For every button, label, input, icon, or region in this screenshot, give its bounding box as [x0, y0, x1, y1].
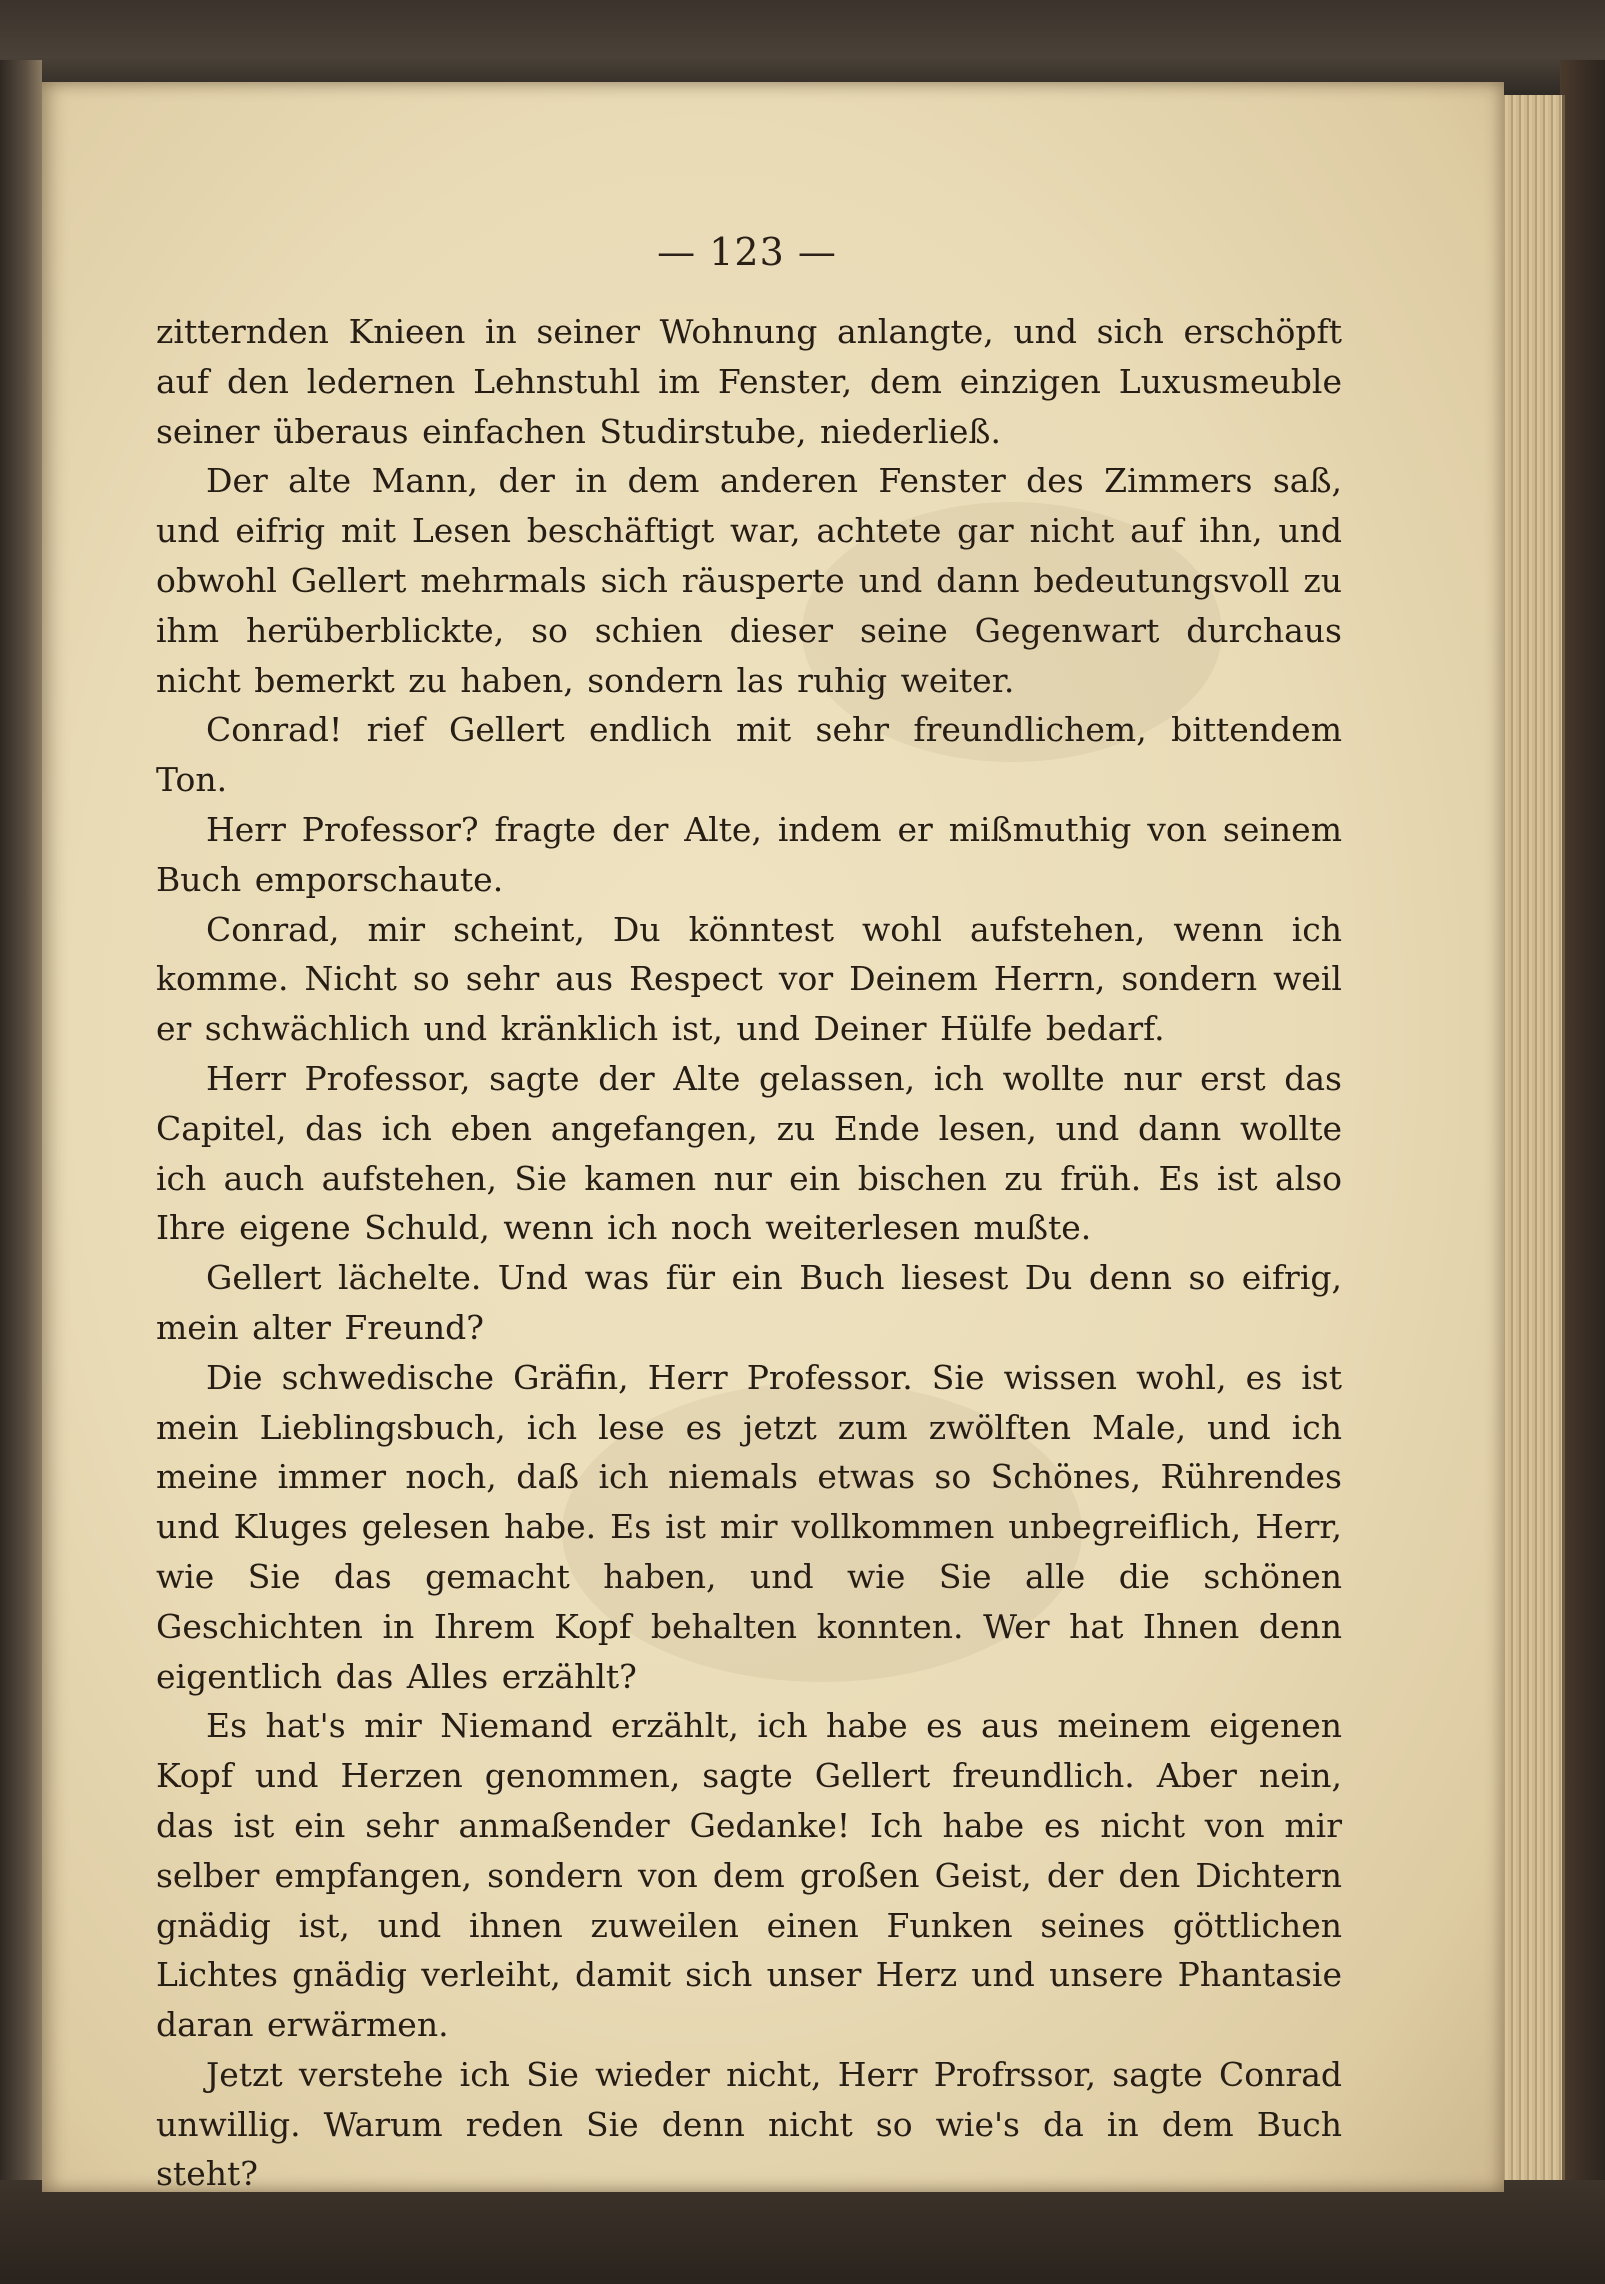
page-number: — 123 — [657, 230, 837, 274]
paragraph: Es hat's mir Niemand erzählt, ich habe es aus meinem eigenen Kopf und Herzen genommen, sagte Gellert freundlich. Aber nein, das ist ein sehr anmaßender Gedanke! Ich habe es nicht von mir selber empfangen, sondern von dem großen Geist, der den Dichtern gnädig ist, und ihnen zuweilen einen Funken seines göttlichen Lichtes gnädig verleiht, damit sich unser Herz und unsere Phantasie daran erwärmen. [156, 1706, 1342, 2045]
paragraph: Die schwedische Gräfin, Herr Professor. Sie wissen wohl, es ist mein Lieblingsbuch, ich lese es jetzt zum zwölften Male, und ich meine immer noch, daß ich niemals etwas so Schönes, Rührendes und Kluges gelesen habe. Es ist mir vollkommen unbegreiflich, Herr, wie Sie das gemacht haben, und wie Sie alle die schönen Geschichten in Ihrem Kopf behalten konnten. Wer hat Ihnen denn eigentlich das Alles erzählt? [156, 1357, 1342, 1696]
paragraph: zitternden Knieen in seiner Wohnung anlangte, und sich erschöpft auf den ledernen Lehnstuhl im Fenster, dem einzigen Luxusmeuble seiner überaus einfachen Studirstube, niederließ. [156, 312, 1342, 451]
book-top-edge [0, 0, 1605, 95]
body-text [156, 307, 1342, 2199]
paragraph: Conrad, mir scheint, Du könntest wohl aufstehen, wenn ich komme. Nicht so sehr aus Respect vor Deinem Herrn, sondern weil er schwächlich und kränklich ist, und Deiner Hülfe bedarf. [156, 909, 1342, 1049]
paragraph: Der alte Mann, der in dem anderen Fenster des Zimmers saß, und eifrig mit Lesen beschäftigt war, achtete gar nicht auf ihn, und obwohl Gellert mehrmals sich räusperte und dann bedeutungsvoll zu ihm herüberblickte, so schien dieser seine Gegenwart durchaus nicht bemerkt zu haben, sondern las ruhig weiter. [156, 461, 1342, 700]
paragraph: Jetzt verstehe ich Sie wieder nicht, Herr Profrssor, sagte Conrad unwillig. Warum reden Sie denn nicht so wie's da in dem Buch steht? [156, 2054, 1342, 2194]
paragraph: Gellert lächelte. Und was für ein Buch liesest Du denn so eifrig, mein alter Freund? [156, 1258, 1342, 1347]
book-left-edge [0, 60, 42, 2284]
paragraph: Herr Professor, sagte der Alte gelassen, ich wollte nur erst das Capitel, das ich eben angefangen, zu Ende lesen, und dann wollte ich auch aufstehen, Sie kamen nur ein bischen zu früh. Es ist also Ihre eigene Schuld, wenn ich noch weiterlesen mußte. [156, 1058, 1342, 1248]
book-page [42, 82, 1504, 2192]
paragraph: Conrad! rief Gellert endlich mit sehr freundlichem, bittendem Ton. [156, 710, 1342, 800]
paragraph: Herr Professor? fragte der Alte, indem er mißmuthig von seinem Buch emporschaute. [156, 809, 1342, 899]
book-right-cover [1560, 60, 1605, 2284]
page-stack-edge [1500, 95, 1565, 2180]
